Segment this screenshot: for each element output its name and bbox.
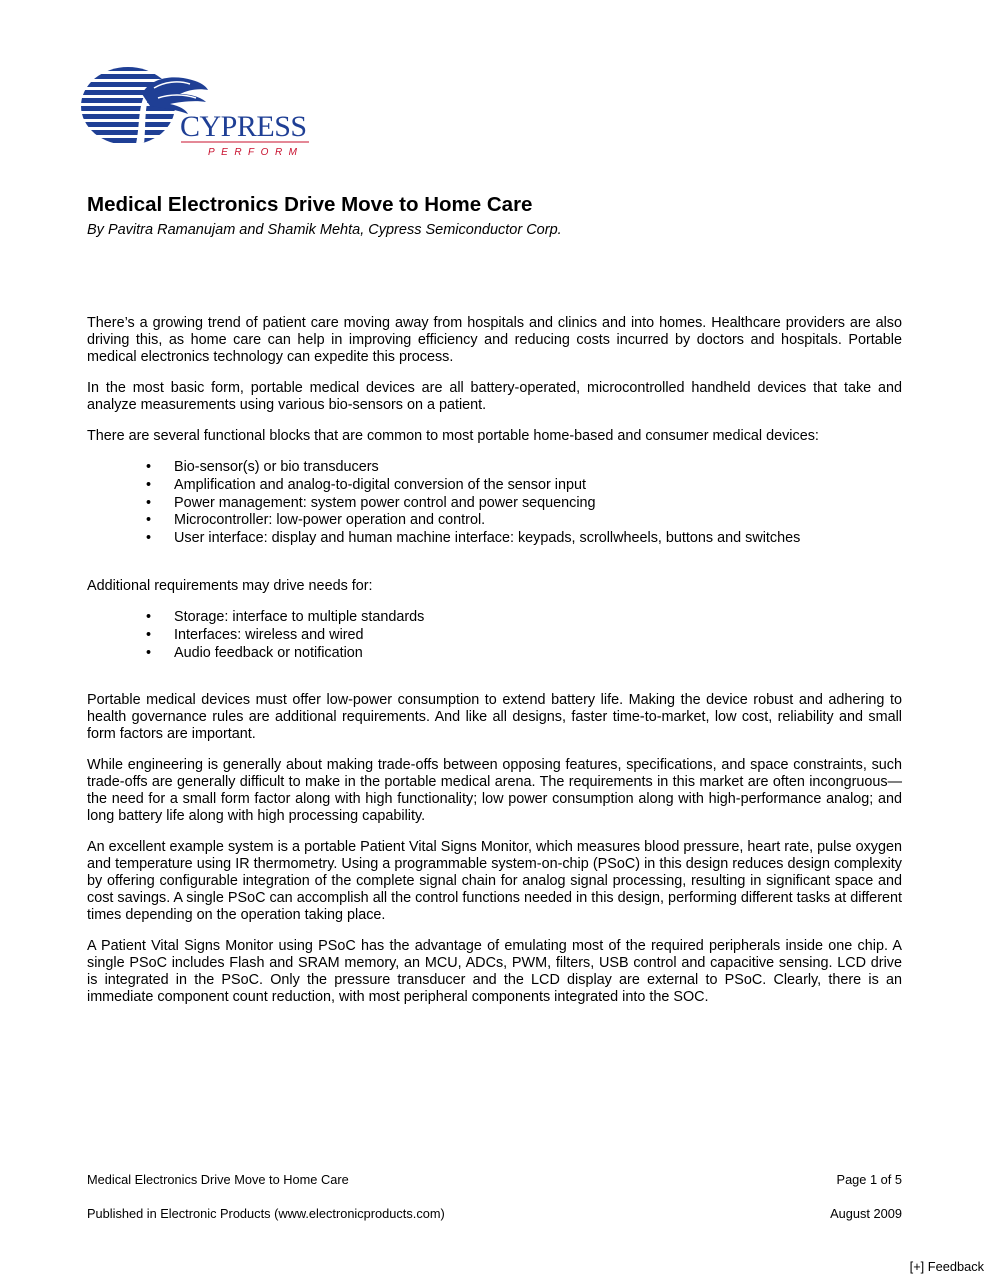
list-item xyxy=(146,608,902,627)
footer-doc-title: Medical Electronics Drive Move to Home Care xyxy=(87,1172,349,1187)
list-item xyxy=(146,530,902,548)
list-item-text: Power management: system power control and power sequencing xyxy=(174,494,596,511)
main-paragraph-2: While engineering is generally about making trade-offs between opposing features, specifications, and space constraints, such trade-offs are generally difficult to make in the portable medical arena. The requirements in this market are often incongruous—the need for a small form factor along with high functionality; low power consumption along with high-performance analog; and long battery life along with high processing capability. xyxy=(87,757,902,825)
list-item-text: Storage: interface to multiple standards xyxy=(174,608,425,625)
main-paragraph-1: Portable medical devices must offer low-power consumption to extend battery life. Making the device robust and adhering to health governance rules are additional requirements. And like all designs, faster time-to-market, low cost, reliability and small form factors are important. xyxy=(87,692,902,743)
intro-paragraph-3: There are several functional blocks that are common to most portable home-based and consumer medical devices: xyxy=(87,428,819,444)
list-item xyxy=(146,494,902,513)
footer-published: Published in Electronic Products (www.electronicproducts.com) xyxy=(87,1206,445,1221)
cypress-logo xyxy=(80,64,315,160)
bullet-icon: • xyxy=(146,476,152,493)
list-item-text: Audio feedback or notification xyxy=(174,644,363,661)
bullet-icon: • xyxy=(146,512,152,529)
article-byline: By Pavitra Ramanujam and Shamik Mehta, Cypress Semiconductor Corp. xyxy=(87,222,562,238)
main-paragraph-3: An excellent example system is a portable Patient Vital Signs Monitor, which measures blood pressure, heart rate, pulse oxygen and temperature using IR thermometry. Using a programmable system-on-chip (PSoC) in this design reduces design complexity by offering configurable integration of the complete signal chain for analog signal processing, resulting in significant space and cost savings. A single PSoC can accomplish all the control functions needed in this design, performing different tasks at different times depending on the operation taking place. xyxy=(87,839,902,924)
list-item-text: Microcontroller: low-power operation and control. xyxy=(174,512,486,529)
main-paragraph-4: A Patient Vital Signs Monitor using PSoC has the advantage of emulating most of the required peripherals inside one chip. A single PSoC includes Flash and SRAM memory, an MCU, ADCs, PWM, filters, USB control and capacitive sensing. LCD drive is integrated in the PSoC. Only the pressure transducer and the LCD display are external to PSoC. Clearly, there is an immediate component count reduction, with most peripheral components integrated into the SOC. xyxy=(87,938,902,1006)
list-item-text: Interfaces: wireless and wired xyxy=(174,626,364,643)
bullet-icon: • xyxy=(146,608,152,625)
cypress-wordmark: CYPRESS xyxy=(180,110,307,143)
perform-tagline: PERFORM xyxy=(208,147,304,158)
footer-date: August 2009 xyxy=(830,1206,902,1221)
additional-intro: Additional requirements may drive needs for: xyxy=(87,577,373,594)
bullet-icon: • xyxy=(146,530,152,547)
footer-page-number: Page 1 of 5 xyxy=(836,1172,902,1187)
intro-paragraph-2: In the most basic form, portable medical devices are all battery-operated, microcontrolled handheld devices that take and analyze measurements using various bio-sensors on a patient. xyxy=(87,380,902,413)
intro-paragraph-1: There’s a growing trend of patient care moving away from hospitals and clinics and into homes. Healthcare providers are also driving this, as home care can help in improving efficiency and reducing costs incurred by doctors and hospitals. Portable medical electronics technology can expedite this process. xyxy=(87,315,902,365)
list-item-text: User interface: display and human machine interface: keypads, scrollwheels, buttons and switches xyxy=(174,530,801,547)
bullet-icon: • xyxy=(146,626,152,643)
list-item-text: Bio-sensor(s) or bio transducers xyxy=(174,459,379,475)
list-item-text: Amplification and analog-to-digital conversion of the sensor input xyxy=(174,476,586,493)
list-item xyxy=(146,476,902,495)
bullet-icon: • xyxy=(146,494,152,511)
bullet-icon: • xyxy=(146,459,152,475)
list-item xyxy=(146,626,902,645)
functional-blocks-list xyxy=(87,459,902,548)
list-item xyxy=(146,512,902,530)
additional-requirements-list xyxy=(87,609,902,662)
list-item xyxy=(146,459,902,477)
list-item xyxy=(146,644,902,663)
cypress-logo-graphic xyxy=(80,64,315,160)
article-title: Medical Electronics Drive Move to Home Care xyxy=(87,193,533,216)
article-body xyxy=(87,315,902,1020)
feedback-link[interactable]: [+] Feedback xyxy=(909,1259,984,1274)
bullet-icon: • xyxy=(146,644,152,661)
